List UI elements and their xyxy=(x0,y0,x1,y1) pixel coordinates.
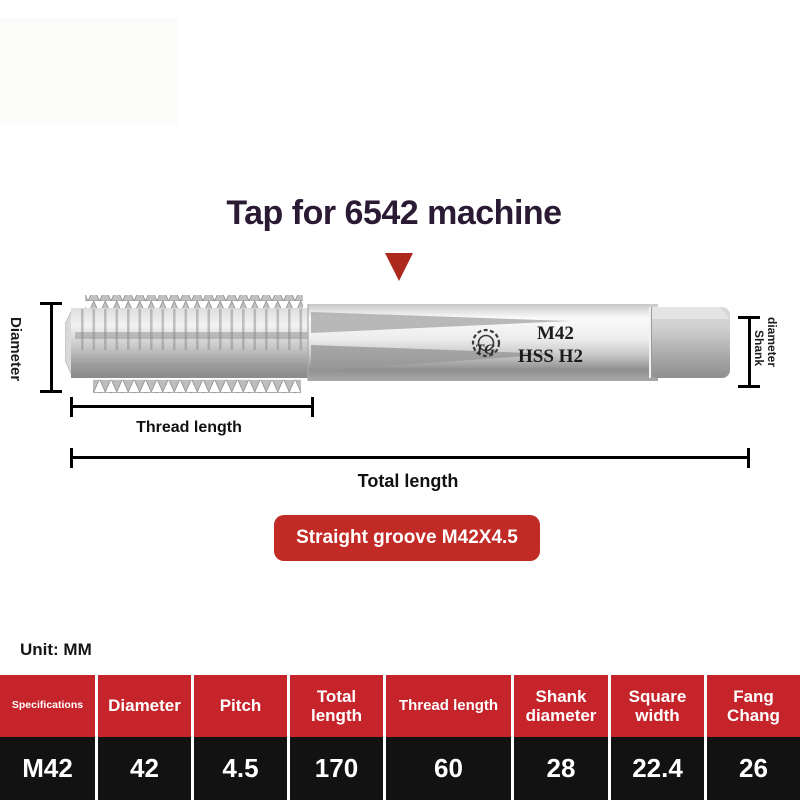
background-panel xyxy=(0,18,178,125)
value-cell-pitch: 4.5 xyxy=(194,737,287,800)
header-cell-thread-length: Thread length xyxy=(386,675,511,737)
value-cell-shank-diameter: 28 xyxy=(514,737,608,800)
header-cell-shank-diameter: Shank diameter xyxy=(514,675,608,737)
thread-length-dimension xyxy=(70,397,314,417)
thread-section xyxy=(65,295,310,393)
unit-note: Unit: MM xyxy=(20,640,92,659)
logo-text: TG xyxy=(475,342,495,358)
value-cell-diameter: 42 xyxy=(98,737,191,800)
value-cell-fang-chang: 26 xyxy=(707,737,800,800)
value-cell-specifications: M42 xyxy=(0,737,95,800)
value-cell-total-length: 170 xyxy=(290,737,383,800)
header-cell-pitch: Pitch xyxy=(194,675,287,737)
thread-length-label: Thread length xyxy=(136,419,242,436)
total-length-dimension xyxy=(70,448,750,468)
tap-marking-size: M42 xyxy=(537,323,574,344)
header-cell-square-width: Square width xyxy=(611,675,704,737)
groove-spec-badge-label: Straight groove M42X4.5 xyxy=(296,527,518,548)
diameter-bracket xyxy=(40,302,62,393)
groove-spec-badge xyxy=(274,515,540,561)
header-cell-fang-chang: Fang Chang xyxy=(707,675,800,737)
page-title: Tap for 6542 machine xyxy=(226,194,562,232)
spec-table xyxy=(0,675,800,800)
header-cell-specifications: Specifications xyxy=(0,675,95,737)
total-length-label: Total length xyxy=(357,471,459,491)
value-cell-square-width: 22.4 xyxy=(611,737,704,800)
shank-diameter-label-line1: Shank xyxy=(752,330,766,367)
value-cell-thread-length: 60 xyxy=(386,737,511,800)
down-arrow-icon xyxy=(385,253,413,281)
tap-illustration xyxy=(65,288,750,400)
square-drive xyxy=(650,307,730,378)
tap-marking-material: HSS H2 xyxy=(518,346,583,367)
header-cell-diameter: Diameter xyxy=(98,675,191,737)
header-cell-total-length: Total length xyxy=(290,675,383,737)
shank-diameter-label-line2: diameter xyxy=(765,317,779,368)
diameter-label: Diameter xyxy=(7,317,24,382)
